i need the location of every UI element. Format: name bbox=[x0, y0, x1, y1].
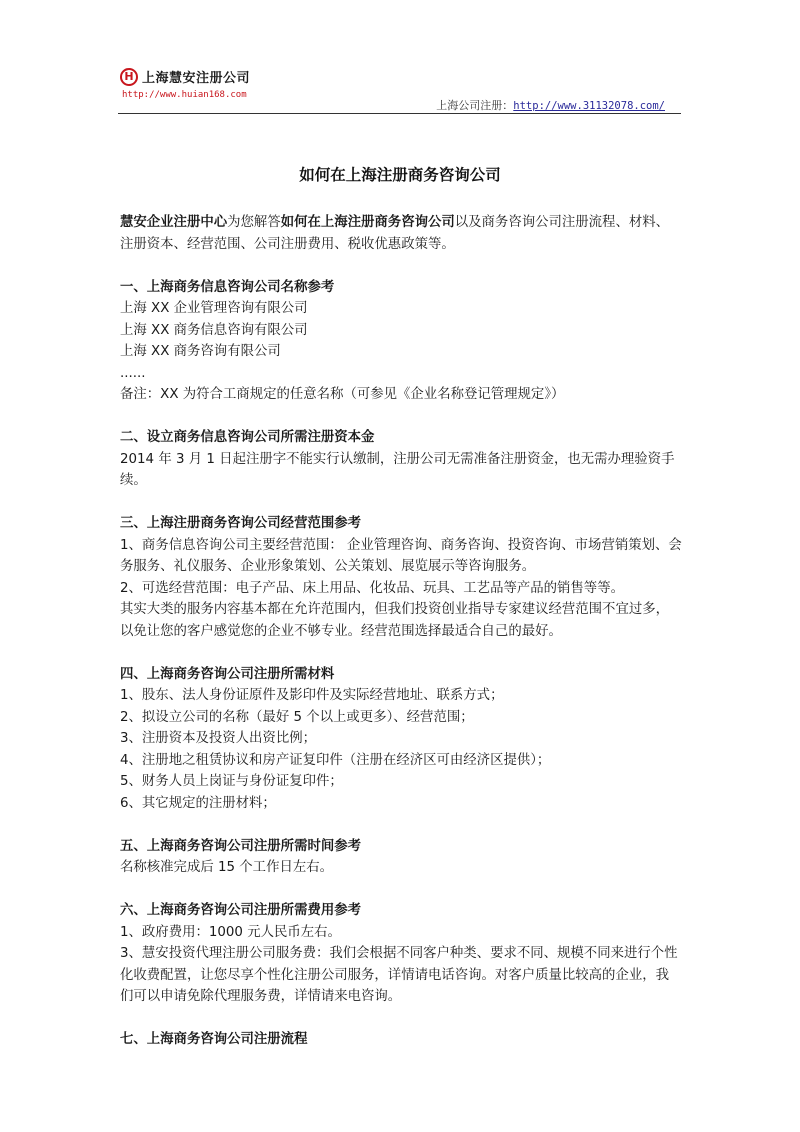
section-heading: 四、上海商务咨询公司注册所需材料 bbox=[120, 666, 335, 682]
section-line: 6、其它规定的注册材料； bbox=[120, 795, 276, 811]
section-line: 其实大类的服务内容基本都在允许范围内，但我们投资创业指导专家建议经营范围不宜过多，以免让您的客户感觉您的企业不够专业。经营范围选择最适合自己的最好。 bbox=[120, 602, 670, 639]
logo-h-icon: H bbox=[120, 68, 138, 86]
section-heading: 二、设立商务信息咨询公司所需注册资本金 bbox=[120, 430, 375, 445]
document-title: 如何在上海注册商务咨询公司 bbox=[299, 166, 501, 184]
section-line: 备注：XX 为符合工商规定的任意名称（可参见《企业名称登记管理规定》） bbox=[120, 387, 565, 402]
section-line: 名称核准完成后 15 个工作日左右。 bbox=[120, 860, 334, 875]
section-heading: 五、上海商务咨询公司注册所需时间参考 bbox=[120, 838, 362, 854]
header-link-area bbox=[436, 97, 665, 113]
company-logo bbox=[120, 66, 290, 106]
header-divider bbox=[118, 113, 681, 114]
section-line: 2014 年 3 月 1 日起注册字不能实行认缴制，注册公司无需准备注册资金，也无需办理验资手续。 bbox=[120, 451, 675, 488]
section-line: 2、拟设立公司的名称（最好 5 个以上或更多）、经营范围； bbox=[120, 709, 474, 725]
section-line: 3、慧安投资代理注册公司服务费：我们会根据不同客户种类、要求不同、规模不同来进行个性化收费配置，让您尽享个性化注册公司服务，详情请电话咨询。对客户质量比较高的企业，我们可以申请免除代理服务费，详情请来电咨询。 bbox=[120, 946, 678, 1004]
intro-text-1: 为您解答 bbox=[227, 215, 281, 230]
document-body bbox=[120, 212, 682, 1051]
section-heading: 一、上海商务信息咨询公司名称参考 bbox=[120, 279, 335, 295]
section-line: ...... bbox=[120, 365, 146, 381]
section-line: 上海 XX 商务信息咨询有限公司 bbox=[120, 322, 308, 338]
section-line: 2、可选经营范围：电子产品、床上用品、化妆品、玩具、工艺品等产品的销售等等。 bbox=[120, 580, 624, 596]
section-line: 上海 XX 商务咨询有限公司 bbox=[120, 344, 281, 359]
header-link-label: 上海公司注册： bbox=[436, 99, 514, 112]
header-link[interactable]: http://www.31132078.com/ bbox=[513, 100, 665, 112]
section-heading: 六、上海商务咨询公司注册所需费用参考 bbox=[120, 903, 362, 918]
intro-topic: 如何在上海注册商务咨询公司 bbox=[280, 215, 455, 230]
logo-url: http://www.huian168.com bbox=[122, 90, 247, 100]
section-line: 上海 XX 企业管理咨询有限公司 bbox=[120, 301, 308, 316]
section-line: 3、注册资本及投资人出资比例； bbox=[120, 731, 316, 746]
section-line: 4、注册地之租赁协议和房产证复印件（注册在经济区可由经济区提供）； bbox=[120, 752, 551, 768]
intro-paragraph bbox=[120, 212, 682, 255]
section-heading: 三、上海注册商务咨询公司经营范围参考 bbox=[120, 516, 362, 531]
intro-text-2: 以及商务咨询公司注册流程、材料、注册资本、经营范围、公司注册费用、税收优惠政策等。 bbox=[120, 215, 670, 252]
section-heading: 七、上海商务咨询公司注册流程 bbox=[120, 1032, 308, 1047]
section-line: 1、股东、法人身份证原件及影印件及实际经营地址、联系方式； bbox=[120, 688, 504, 703]
logo-company-name: 上海慧安注册公司 bbox=[142, 71, 251, 86]
section-line: 1、政府费用：1000 元人民币左右。 bbox=[120, 924, 341, 940]
section-line: 5、财务人员上岗证与身份证复印件； bbox=[120, 774, 343, 789]
section-line: 1、商务信息咨询公司主要经营范围： 企业管理咨询、商务咨询、投资咨询、市场营销策划、会务服务、礼仪服务、企业形象策划、公关策划、展览展示等咨询服务。 bbox=[120, 537, 682, 574]
intro-company: 慧安企业注册中心 bbox=[120, 215, 228, 230]
